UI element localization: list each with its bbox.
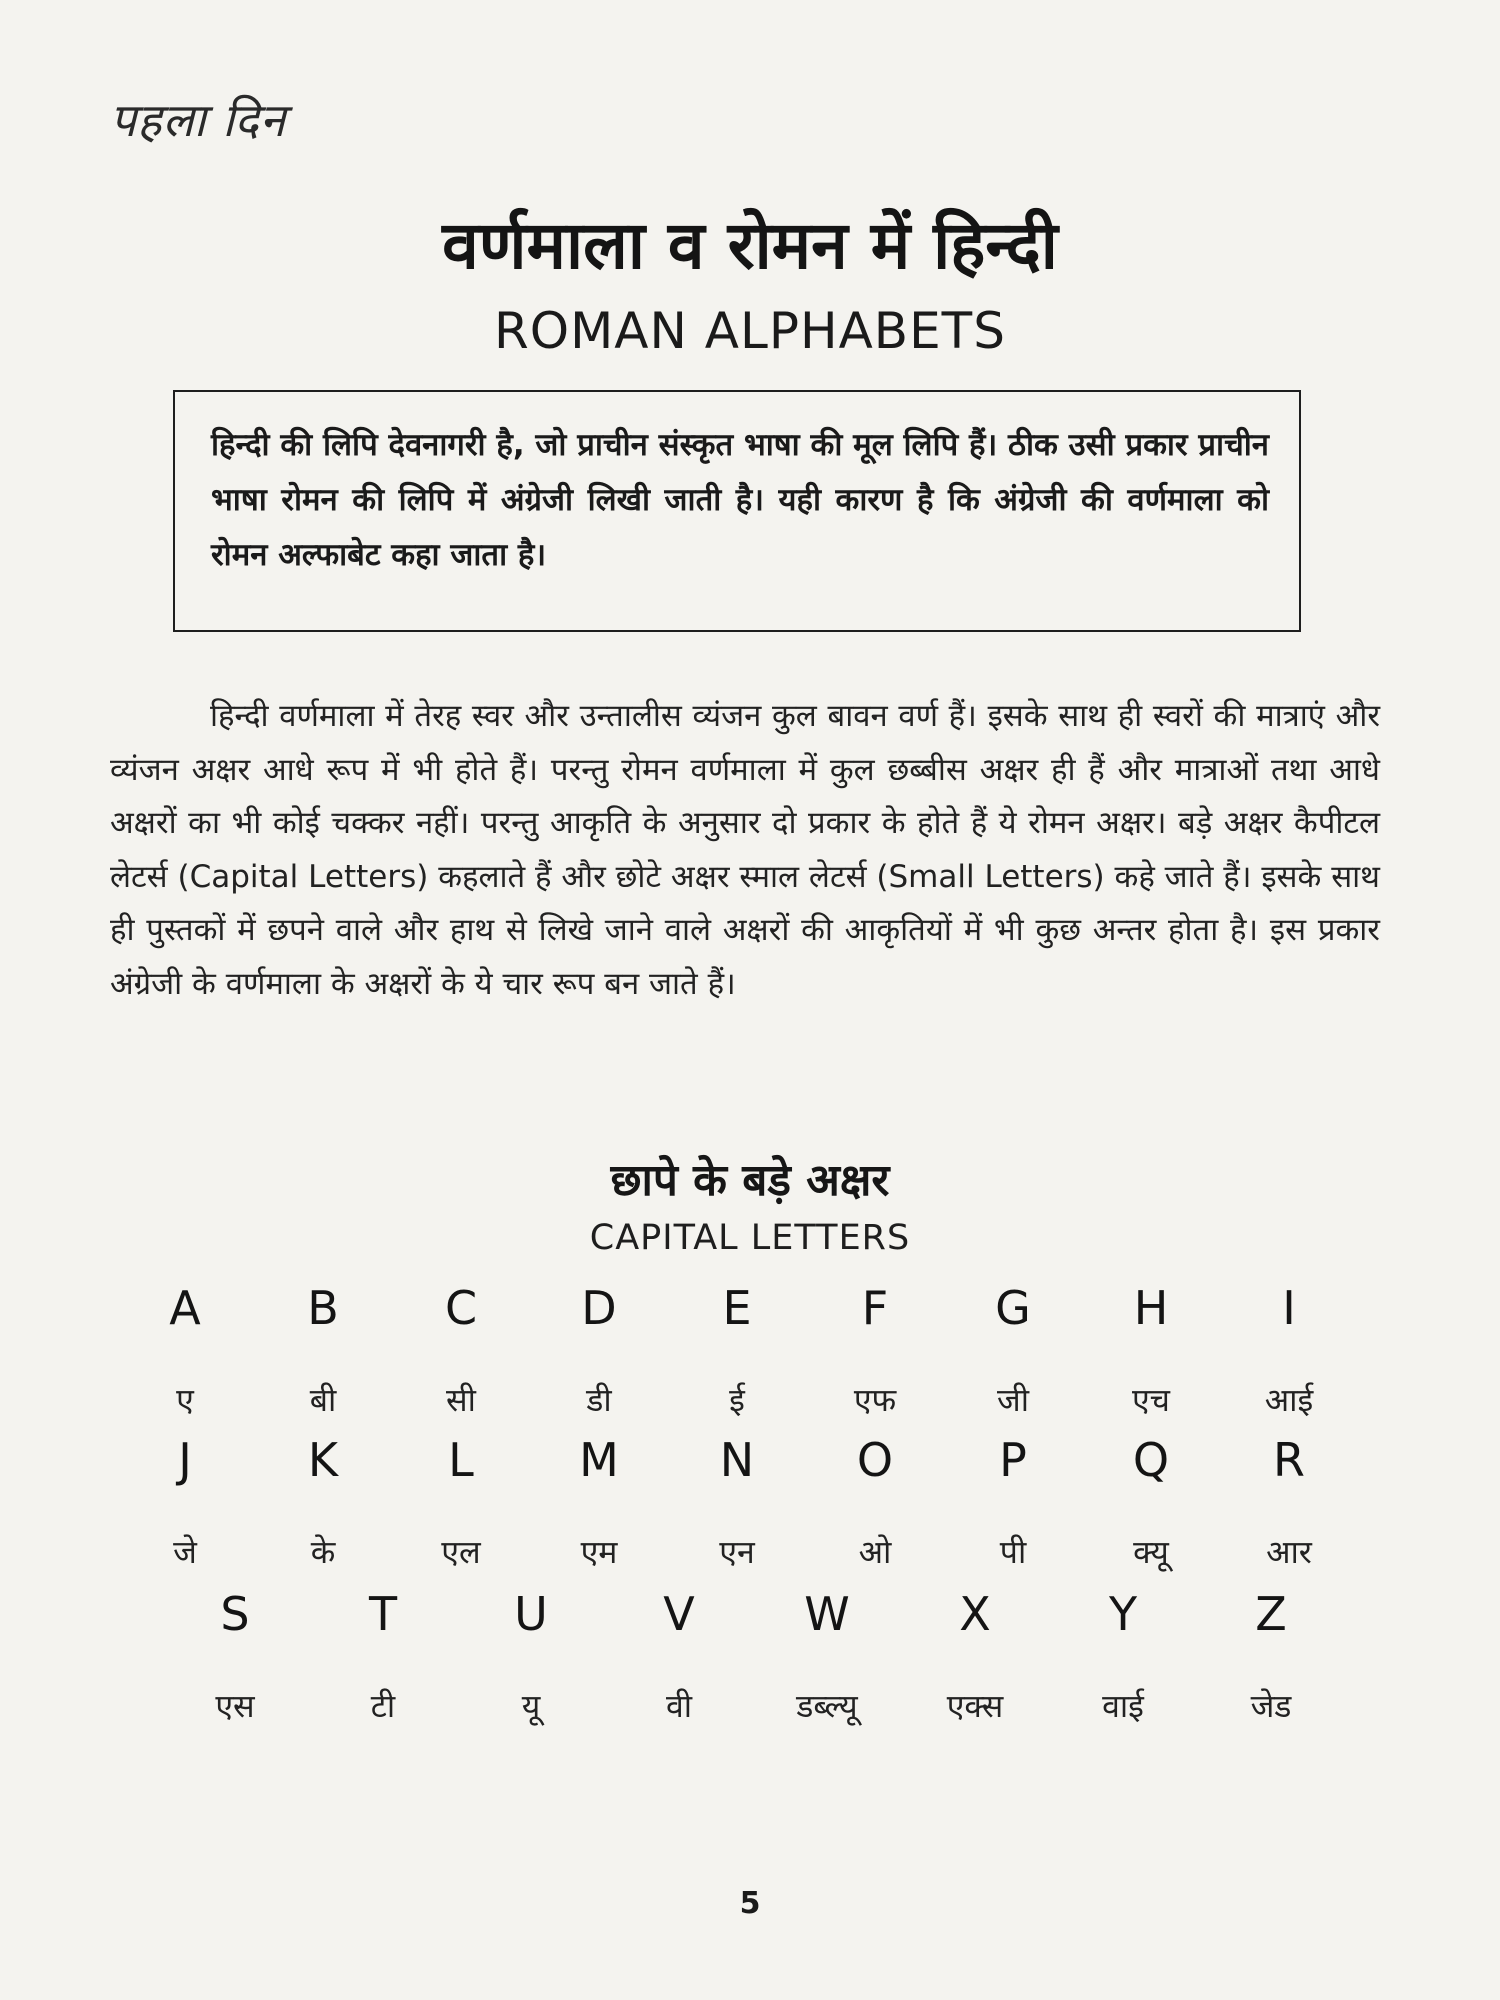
letter-cell (1211, 1586, 1331, 1726)
section-heading-english: CAPITAL LETTERS (589, 1218, 911, 1258)
letter-cell (263, 1432, 383, 1572)
capital-letter: Y (1108, 1587, 1138, 1641)
capital-letter: E (722, 1281, 752, 1335)
hindi-pronunciation: आर (1266, 1533, 1312, 1571)
letter-cell (1229, 1432, 1349, 1572)
letter-cell (401, 1432, 521, 1572)
letter-cell (175, 1586, 295, 1726)
capital-letter: H (1133, 1281, 1169, 1335)
hindi-pronunciation: डी (586, 1381, 612, 1419)
capital-letter: D (581, 1281, 617, 1335)
capital-letter: K (307, 1433, 339, 1487)
hindi-pronunciation: जे (173, 1533, 197, 1571)
hindi-pronunciation: क्यू (1133, 1533, 1169, 1571)
capital-letter: N (719, 1433, 755, 1487)
body-paragraph: हिन्दी वर्णमाला में तेरह स्वर और उन्तालीस व्यंजन कुल बावन वर्ण हैं। इसके साथ ही स्वरों की मात्राएं और व्यंजन अक्षर आधे रूप में भी होते हैं। परन्तु रोमन वर्णमाला में कुल छब्बीस अक्षर ही हैं और मात्राओं तथा आधे अक्षरों का भी कोई चक्कर नहीं। परन्तु आकृति के अनुसार दो प्रकार के होते हैं ये रोमन अक्षर। बड़े अक्षर कैपीटल लेटर्स (Capital Letters) कहलाते हैं और छोटे अक्षर स्माल लेटर्स (Small Letters) कहे जाते हैं। इसके साथ ही पुस्तकों में छपने वाले और हाथ से लिखे जाने वाले अक्षरों की आकृतियों में भी कुछ अन्तर होता है। इस प्रकार अंग्रेजी के वर्णमाला के अक्षरों के ये चार रूप बन जाते हैं। (110, 698, 1380, 1002)
letter-cell (539, 1432, 659, 1572)
page-title-hindi: वर्णमाला व रोमन में हिन्दी (442, 207, 1058, 284)
capital-letter: U (514, 1587, 548, 1641)
capital-letter: A (169, 1281, 201, 1335)
letter-cell (323, 1586, 443, 1726)
capital-letter: Z (1255, 1587, 1287, 1641)
hindi-pronunciation: एन (719, 1533, 755, 1571)
hindi-pronunciation: टी (370, 1687, 396, 1725)
letter-cell (539, 1280, 659, 1420)
letter-cell (915, 1586, 1035, 1726)
page-title-english: ROMAN ALPHABETS (494, 302, 1006, 360)
letter-cell (815, 1432, 935, 1572)
capital-letter: J (178, 1433, 192, 1487)
letter-cell (1063, 1586, 1183, 1726)
capital-letter: P (999, 1433, 1027, 1487)
capital-letter: B (307, 1281, 339, 1335)
letter-cell (1091, 1280, 1211, 1420)
hindi-pronunciation: सी (446, 1381, 476, 1419)
capital-letter: O (856, 1433, 894, 1487)
hindi-pronunciation: वी (665, 1687, 693, 1725)
capital-letter: S (220, 1587, 250, 1641)
chapter-heading: पहला दिन (110, 93, 287, 147)
letter-cell (1091, 1432, 1211, 1572)
letter-cell (953, 1280, 1073, 1420)
section-heading-hindi: छापे के बड़े अक्षर (610, 1155, 890, 1206)
hindi-pronunciation: एम (580, 1533, 618, 1571)
letter-cell (767, 1586, 887, 1726)
letter-cell (125, 1280, 245, 1420)
capital-letter: I (1282, 1281, 1296, 1335)
hindi-pronunciation: यू (521, 1687, 541, 1725)
hindi-pronunciation: बी (309, 1381, 337, 1419)
hindi-pronunciation: एक्स (946, 1687, 1004, 1725)
letter-cell (471, 1586, 591, 1726)
capital-letter: M (579, 1433, 619, 1487)
capital-letter: T (368, 1587, 398, 1641)
letter-cell (677, 1280, 797, 1420)
capital-letter: F (861, 1281, 889, 1335)
hindi-pronunciation: डब्ल्यू (796, 1687, 858, 1725)
capital-letter: C (444, 1281, 478, 1335)
hindi-pronunciation: ओ (858, 1533, 892, 1571)
hindi-pronunciation: जी (996, 1381, 1030, 1419)
capital-letter: R (1273, 1433, 1305, 1487)
capital-letter: V (663, 1587, 695, 1641)
letter-cell (125, 1432, 245, 1572)
hindi-pronunciation: एफ (853, 1381, 897, 1419)
capital-letter: L (448, 1433, 474, 1487)
hindi-pronunciation: आई (1264, 1381, 1314, 1419)
hindi-pronunciation: वाई (1102, 1687, 1144, 1725)
hindi-pronunciation: पी (999, 1533, 1027, 1571)
letter-cell (953, 1432, 1073, 1572)
hindi-pronunciation: जेड (1250, 1687, 1292, 1725)
hindi-pronunciation: ए (176, 1381, 194, 1419)
letter-cell (263, 1280, 383, 1420)
capital-letter: X (959, 1587, 991, 1641)
letter-cell (401, 1280, 521, 1420)
letter-cell (677, 1432, 797, 1572)
hindi-pronunciation: एच (1131, 1381, 1171, 1419)
hindi-pronunciation: के (310, 1533, 336, 1571)
letter-cell (815, 1280, 935, 1420)
hindi-pronunciation: एस (215, 1687, 255, 1725)
capital-letter: W (804, 1587, 850, 1641)
capital-letter: G (995, 1281, 1031, 1335)
hindi-pronunciation: ई (729, 1381, 745, 1419)
letter-cell (619, 1586, 739, 1726)
letter-cell (1229, 1280, 1349, 1420)
intro-box-text: हिन्दी की लिपि देवनागरी है, जो प्राचीन संस्कृत भाषा की मूल लिपि हैं। ठीक उसी प्रकार प्राचीन भाषा रोमन की लिपि में अंग्रेजी लिखी जाती है। यही कारण है कि अंग्रेजी की वर्णमाला को रोमन अल्फाबेट कहा जाता है। (211, 427, 1269, 573)
page-number: 5 (739, 1886, 761, 1921)
capital-letter: Q (1132, 1433, 1170, 1487)
hindi-pronunciation: एल (441, 1533, 481, 1571)
